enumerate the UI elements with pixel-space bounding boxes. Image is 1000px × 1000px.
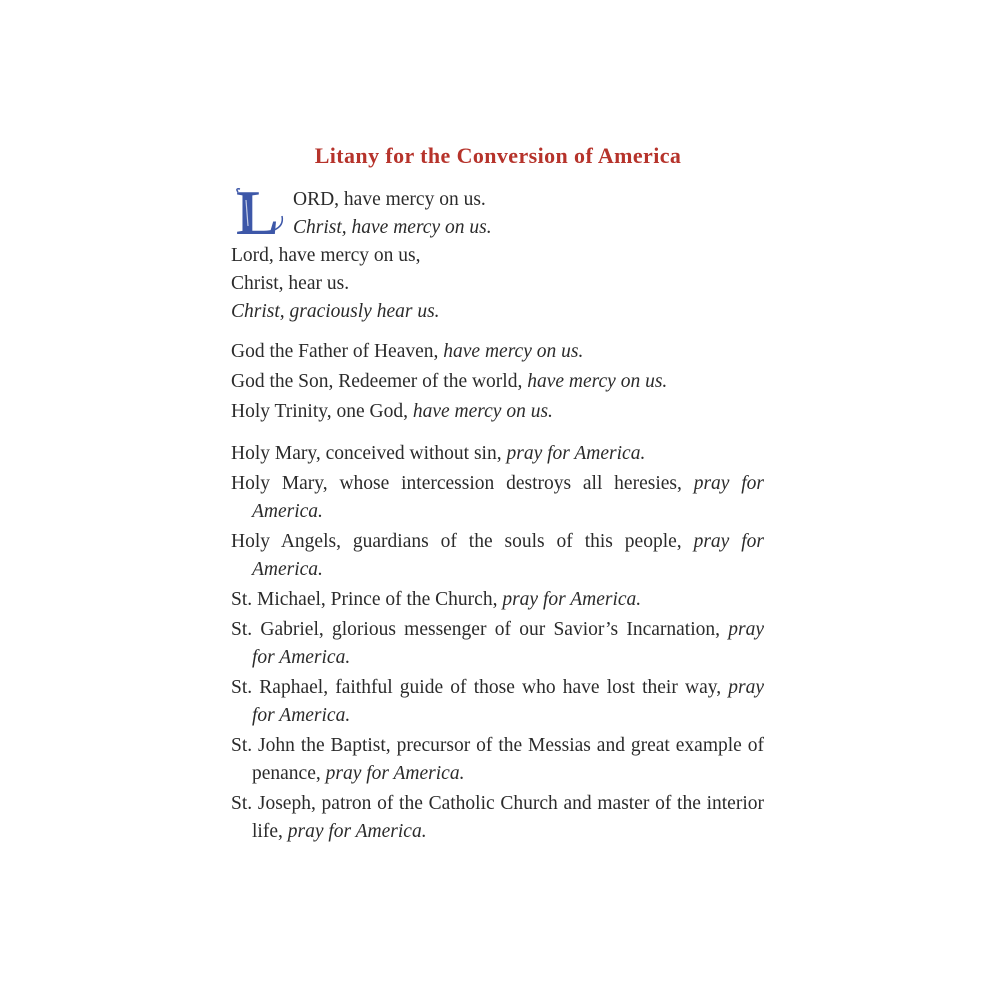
dropcap-letter: L <box>236 186 279 238</box>
response-text: pray for America. <box>506 443 646 464</box>
invocation-text: Holy Mary, whose intercession destroys all heresies, <box>231 473 694 494</box>
litany-line <box>231 732 764 788</box>
invocation-text: St. John the Baptist, precursor of the Messias and great example of penance, <box>231 735 764 784</box>
litany-line <box>231 368 764 396</box>
litany-line <box>231 440 764 468</box>
invocation-text: St. Gabriel, glorious messenger of our Savior’s Incarnation, <box>231 619 729 640</box>
invocation-text: God the Father of Heaven, <box>231 341 444 362</box>
opening-line-1: ORD, have mercy on us. <box>293 189 486 210</box>
invocation-text: Holy Angels, guardians of the souls of this people, <box>231 531 694 552</box>
response-text: pray for America. <box>252 677 764 726</box>
opening-line-5: Christ, graciously hear us. <box>231 301 440 322</box>
illuminated-dropcap <box>234 186 286 238</box>
trinity-invocations <box>231 338 764 426</box>
response-text: pray for America. <box>252 619 764 668</box>
litany-line <box>231 398 764 426</box>
invocation-text: God the Son, Redeemer of the world, <box>231 371 528 392</box>
response-text: have mercy on us. <box>527 371 668 392</box>
response-text: pray for America. <box>287 821 427 842</box>
opening-line-4: Christ, hear us. <box>231 273 350 294</box>
response-text: pray for America. <box>502 589 642 610</box>
litany-body <box>231 186 764 848</box>
invocation-text: St. Joseph, patron of the Catholic Church and master of the interior life, <box>231 793 764 842</box>
litany-line <box>231 528 764 584</box>
litany-line <box>231 616 764 672</box>
opening-first-lines <box>231 186 764 242</box>
litany-line <box>231 470 764 526</box>
response-text: pray for America. <box>325 763 465 784</box>
response-text: pray for America. <box>252 531 764 580</box>
litany-line <box>231 674 764 730</box>
response-text: pray for America. <box>252 473 765 522</box>
invocation-text: St. Michael, Prince of the Church, <box>231 589 503 610</box>
invocation-text: Holy Mary, conceived without sin, <box>231 443 507 464</box>
litany-line <box>231 338 764 366</box>
saint-invocations <box>231 440 764 846</box>
invocation-text: Holy Trinity, one God, <box>231 401 413 422</box>
opening-line-3: Lord, have mercy on us, <box>231 245 421 266</box>
opening-line-2: Christ, have mercy on us. <box>293 217 492 238</box>
response-text: have mercy on us. <box>443 341 584 362</box>
invocation-text: St. Raphael, faithful guide of those who have lost their way, <box>231 677 729 698</box>
litany-line <box>231 790 764 846</box>
page-title: Litany for the Conversion of America <box>314 143 682 168</box>
litany-line <box>231 586 764 614</box>
response-text: have mercy on us. <box>412 401 553 422</box>
